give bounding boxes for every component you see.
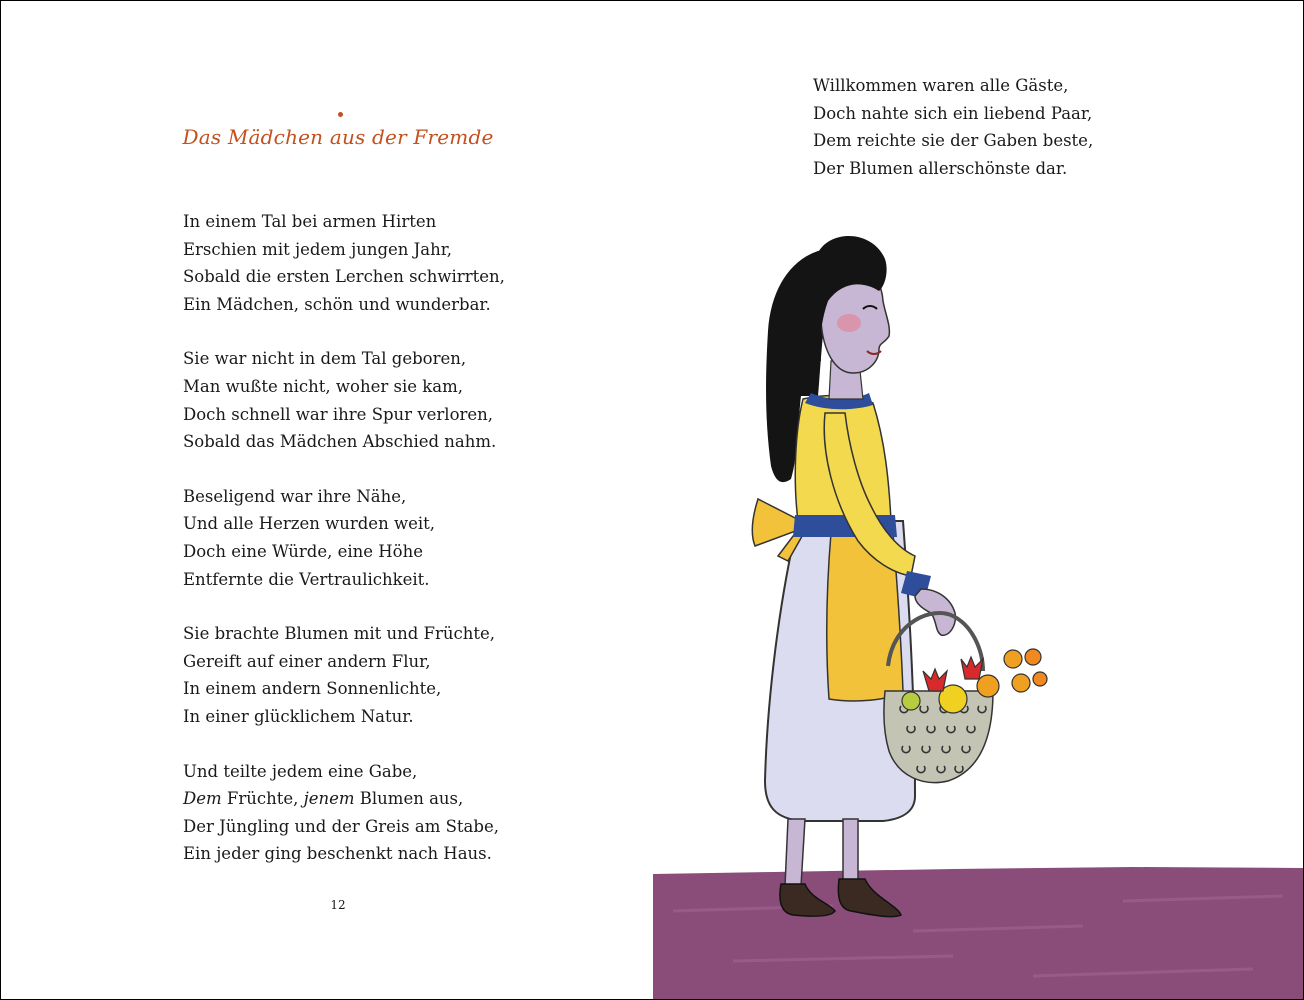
orange-fruit	[977, 675, 999, 697]
verse-line: In einem Tal bei armen Hirten	[183, 212, 437, 231]
verse-line: In einem andern Sonnenlichte,	[183, 679, 442, 699]
verse-line: Ein Mädchen, schön und wunderbar.	[183, 294, 491, 314]
verse-line: Willkommen waren alle Gäste,	[813, 76, 1069, 95]
verse-line: Entfernte die Vertraulichkeit.	[183, 569, 430, 589]
verse-line: Dem reichte sie der Gaben beste,	[813, 131, 1094, 151]
verse-line: Erschien mit jedem jungen Jahr,	[183, 239, 453, 259]
verse-line: Doch schnell war ihre Spur verloren,	[183, 404, 494, 424]
floor-ground	[653, 867, 1303, 999]
verse-line: Und teilte jedem eine Gabe,	[183, 761, 418, 781]
verse-line-mixed	[183, 785, 603, 813]
verse-line: Sobald die ersten Lerchen schwirrten,	[183, 267, 505, 287]
verse-line: Und alle Herzen wurden weit,	[183, 514, 435, 534]
girl-illustration	[653, 1, 1303, 999]
stanza-4	[183, 620, 603, 730]
verse-line: Doch eine Würde, eine Höhe	[183, 541, 423, 561]
verse-line: Der Jüngling und der Greis am Stabe,	[183, 816, 499, 836]
italic-word: jenem	[303, 789, 355, 809]
poem-body	[183, 208, 603, 895]
verse-line: Der Blumen allerschönste dar.	[813, 158, 1068, 178]
verse-line: Gereift auf einer andern Flur,	[183, 651, 431, 671]
verse-line: Sie war nicht in dem Tal geboren,	[183, 349, 467, 369]
title-ornament	[338, 112, 343, 117]
stanza-3	[183, 483, 603, 593]
orange-flower	[1033, 672, 1047, 686]
poem-title: Das Mädchen aus der Fremde	[182, 125, 494, 149]
stanza-5	[183, 758, 603, 868]
orange-flower	[1025, 649, 1041, 665]
verse-line: In einer glücklichem Natur.	[183, 706, 414, 726]
stanza-2	[183, 345, 603, 455]
left-page	[1, 1, 653, 999]
verse-line: Beseligend war ihre Nähe,	[183, 486, 407, 506]
red-tulip	[961, 657, 983, 679]
cheek	[837, 314, 861, 332]
green-fruit	[902, 692, 920, 710]
stanza-1	[183, 208, 603, 318]
italic-word: Dem	[183, 789, 222, 809]
verse-line: Ein jeder ging beschenkt nach Haus.	[183, 844, 492, 864]
verse-line: Sobald das Mädchen Abschied nahm.	[183, 432, 497, 452]
verse-fragment: Früchte,	[221, 789, 304, 809]
basket	[884, 691, 993, 783]
verse-line: Doch nahte sich ein liebend Paar,	[813, 103, 1093, 123]
verse-fragment: Blumen aus,	[354, 789, 464, 809]
page-number: 12	[330, 898, 346, 912]
verse-line: Man wußte nicht, woher sie kam,	[183, 376, 463, 396]
orange-flower	[1004, 650, 1022, 668]
orange-flower	[1012, 674, 1030, 692]
right-page	[653, 1, 1303, 999]
red-tulip	[923, 669, 947, 691]
verse-line: Sie brachte Blumen mit und Früchte,	[183, 624, 496, 644]
